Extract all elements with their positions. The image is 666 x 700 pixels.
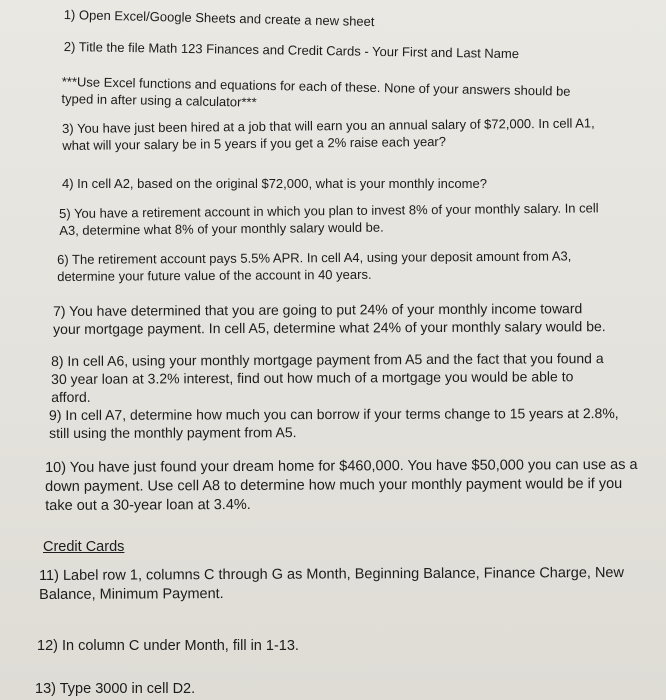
instruction-8: 8) In cell A6, using your monthly mortgage payment from A5 and the fact that you found a 30 year loan at 3.2% interest, find out how much of a mortgage you would be able to afford.: [51, 350, 604, 405]
instruction-note: ***Use Excel functions and equations for each of these. None of your answers should be typed in after using a calculator***: [61, 73, 571, 110]
instruction-9: 9) In cell A7, determine how much you can borrow if your terms change to 15 years at 2.8%, still using the monthly payment from A5.: [49, 405, 619, 441]
instruction-3: 3) You have just been hired at a job that will earn you an annual salary of $72,000. In cell A1, what will your salary be in 5 years if you get a 2% raise each year?: [62, 115, 595, 153]
instruction-10: 10) You have just found your dream home for $460,000. You have $50,000 you can use as a down payment. Use cell A8 to determine how much your monthly payment would be if you take out a 30-year loan at 3.4%.: [45, 456, 638, 514]
instruction-4: 4) In cell A2, based on the original $72,000, what is your monthly income?: [62, 176, 487, 191]
instruction-7: 7) You have determined that you are going to put 24% of your monthly income toward your mortgage payment. In cell A5, determine what 24% of your monthly salary would be.: [53, 300, 606, 337]
instruction-2: 2) Title the file Math 123 Finances and Credit Cards - Your First and Last Name: [63, 38, 520, 62]
credit-cards-heading: Credit Cards: [43, 539, 125, 555]
instruction-6: 6) The retirement account pays 5.5% APR. In cell A4, using your deposit amount from A3, determine your future value of the account in 40 years.: [57, 248, 572, 284]
instruction-12: 12) In column C under Month, fill in 1-13.: [37, 638, 299, 654]
instruction-1: 1) Open Excel/Google Sheets and create a new sheet: [63, 6, 375, 30]
instruction-13: 13) Type 3000 in cell D2.: [35, 681, 196, 697]
instruction-11: 11) Label row 1, columns C through G as Month, Beginning Balance, Finance Charge, New Balance, Minimum Payment.: [39, 564, 624, 603]
instruction-5: 5) You have a retirement account in which you plan to invest 8% of your monthly salary. In cell A3, determine what 8% of your monthly salary would be.: [59, 200, 599, 238]
